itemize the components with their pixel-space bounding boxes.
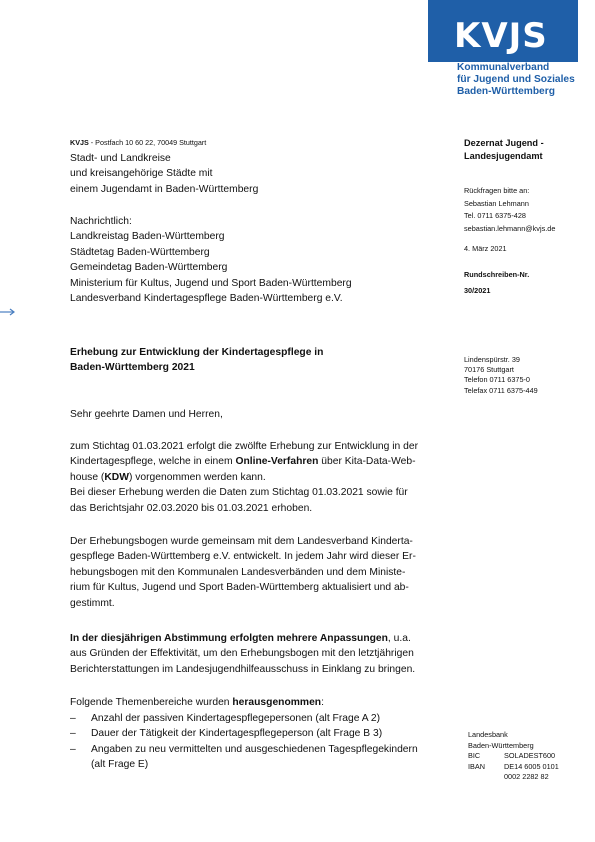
text-span: Folgende Themenbereiche wurden <box>70 697 233 708</box>
paragraph-1 <box>70 439 460 516</box>
subject-line: Erhebung zur Entwicklung der Kindertagespflege in <box>70 347 324 358</box>
circular-value: 30/2021 <box>464 286 491 295</box>
paragraph-2 <box>70 534 460 611</box>
recipient-line: und kreisangehörige Städte mit <box>70 168 213 180</box>
salutation <box>70 407 460 422</box>
paragraph-line: Bei dieser Erhebung werden die Daten zum Stichtag 01.03.2021 sowie für <box>70 487 408 499</box>
list-item <box>70 742 418 757</box>
list-item <box>70 711 418 726</box>
bank-details <box>468 730 559 783</box>
paragraph-line: zum Stichtag 01.03.2021 erfolgt die zwölfte Erhebung zur Entwicklung in der <box>70 441 419 452</box>
bold-term: herausgenommen <box>232 697 322 708</box>
contact-block <box>464 185 555 235</box>
text-span: ) vorgenommen werden kann. <box>128 471 266 483</box>
cc-line: Städtetag Baden-Württemberg <box>70 246 210 258</box>
address-street: Lindenspürstr. 39 <box>464 355 520 364</box>
org-line: Kommunalverband <box>457 62 550 73</box>
bank-name: Landesbank <box>468 730 508 739</box>
bic-row <box>468 751 559 762</box>
bold-term: KDW <box>104 471 129 483</box>
cc-line: Gemeindetag Baden-Württemberg <box>70 262 228 274</box>
department <box>464 137 544 163</box>
text-span: Kindertagespflege, welche in einem <box>70 456 236 468</box>
subject-line: Baden-Württemberg 2021 <box>70 362 195 374</box>
address-city: 70176 Stuttgart <box>464 365 514 375</box>
sender-org: KVJS <box>70 138 89 147</box>
bank-name: Baden-Württemberg <box>468 740 534 750</box>
bold-term: In der diesjährigen Abstimmung erfolgten mehrere Anpassungen <box>70 633 388 644</box>
address-phone: Telefon 0711 6375-0 <box>464 375 530 385</box>
list-item-continuation: (alt Frage E) <box>91 759 149 771</box>
bold-term: Online-Verfahren <box>235 456 319 468</box>
contact-phone: Tel. 0711 6375-428 <box>464 211 526 220</box>
paragraph-line: gestimmt. <box>70 597 115 609</box>
organization-name <box>457 62 575 98</box>
department-line: Dezernat Jugend - <box>464 138 544 148</box>
circular-number <box>464 267 529 299</box>
paragraph-line <box>70 470 460 485</box>
list-item-text: Angaben zu neu vermittelten und ausgeschiedenen Tagespflegekindern <box>91 743 418 755</box>
list-item <box>70 726 418 741</box>
letter-date: 4. März 2021 <box>464 244 507 253</box>
list-item-text: Anzahl der passiven Kindertagespflegepersonen (alt Frage A 2) <box>91 713 381 724</box>
paragraph-line <box>70 454 460 469</box>
paragraph-line: aus Gründen der Effektivität, um den Erhebungsbogen mit den letztjährigen <box>70 648 414 660</box>
dash-bullet: – <box>70 728 76 740</box>
paragraph-line: gespflege Baden-Württemberg e.V. entwickelt. In jedem Jahr wird dieser Er- <box>70 551 416 563</box>
fold-mark-arrow-icon <box>0 307 18 317</box>
cc-line: Landkreistag Baden-Württemberg <box>70 231 225 243</box>
cc-line: Ministerium für Kultus, Jugend und Sport Baden-Württemberg <box>70 277 352 289</box>
dash-bullet: – <box>70 713 76 724</box>
recipient-line: Stadt- und Landkreise <box>70 153 171 164</box>
subject <box>70 345 323 376</box>
iban-value-rest: 0002 2282 82 <box>504 772 549 782</box>
logo-text: KVJS <box>454 16 548 56</box>
salutation-text: Sehr geehrte Damen und Herren, <box>70 409 223 420</box>
paragraph-line <box>70 631 460 646</box>
recipient-line: einem Jugendamt in Baden-Württemberg <box>70 183 259 195</box>
paragraph-line: rium für Kultus, Jugend und Sport Baden-Württemberg aktualisiert und ab- <box>70 582 409 594</box>
paragraph-line: Der Erhebungsbogen wurde gemeinsam mit dem Landesverband Kinderta- <box>70 536 413 547</box>
iban-label: IBAN <box>468 761 486 771</box>
paragraph-4 <box>70 695 460 710</box>
paragraph-line: das Berichtsjahr 02.03.2020 bis 01.03.2021 erhoben. <box>70 502 313 514</box>
recipient-block <box>70 151 258 197</box>
circular-label: Rundschreiben-Nr. <box>464 270 530 279</box>
text-span: house ( <box>70 471 105 483</box>
list-item-text: Dauer der Tätigkeit der Kindertagespflegeperson (alt Frage B 3) <box>91 728 383 740</box>
text-span: : <box>321 697 324 708</box>
org-line: für Jugend und Soziales <box>457 74 575 85</box>
sender-address: - Postfach 10 60 22, 70049 Stuttgart <box>88 138 207 147</box>
department-line: Landesjugendamt <box>464 151 543 161</box>
bic-label: BIC <box>468 751 481 761</box>
dash-bullet: – <box>70 743 76 755</box>
sender-line <box>70 138 206 147</box>
iban-value: DE14 6005 0101 <box>504 761 559 771</box>
removed-topics-list <box>70 711 418 773</box>
paragraph-line: hebungsbogen mit den Kommunalen Landesverbänden und dem Ministe- <box>70 566 406 578</box>
office-address <box>464 355 538 396</box>
iban-row-continued <box>468 772 559 783</box>
paragraph-line <box>70 695 460 710</box>
text-span: , u.a. <box>387 633 411 644</box>
cc-heading: Nachrichtlich: <box>70 216 132 227</box>
cc-block <box>70 214 352 306</box>
text-span: über Kita-Data-Web- <box>318 456 416 468</box>
iban-row <box>468 762 559 773</box>
contact-heading: Rückfragen bitte an: <box>464 186 530 195</box>
org-line: Baden-Württemberg <box>457 86 555 97</box>
paragraph-line: Berichterstattungen im Landesjugendhilfeausschuss in Einklang zu bringen. <box>70 663 416 675</box>
address-fax: Telefax 0711 6375-449 <box>464 385 538 395</box>
bic-value: SOLADEST600 <box>504 751 556 761</box>
contact-email[interactable]: sebastian.lehmann@kvjs.de <box>464 223 556 233</box>
paragraph-3 <box>70 631 460 677</box>
cc-line: Landesverband Kindertagespflege Baden-Württemberg e.V. <box>70 293 343 305</box>
contact-name: Sebastian Lehmann <box>464 198 529 208</box>
